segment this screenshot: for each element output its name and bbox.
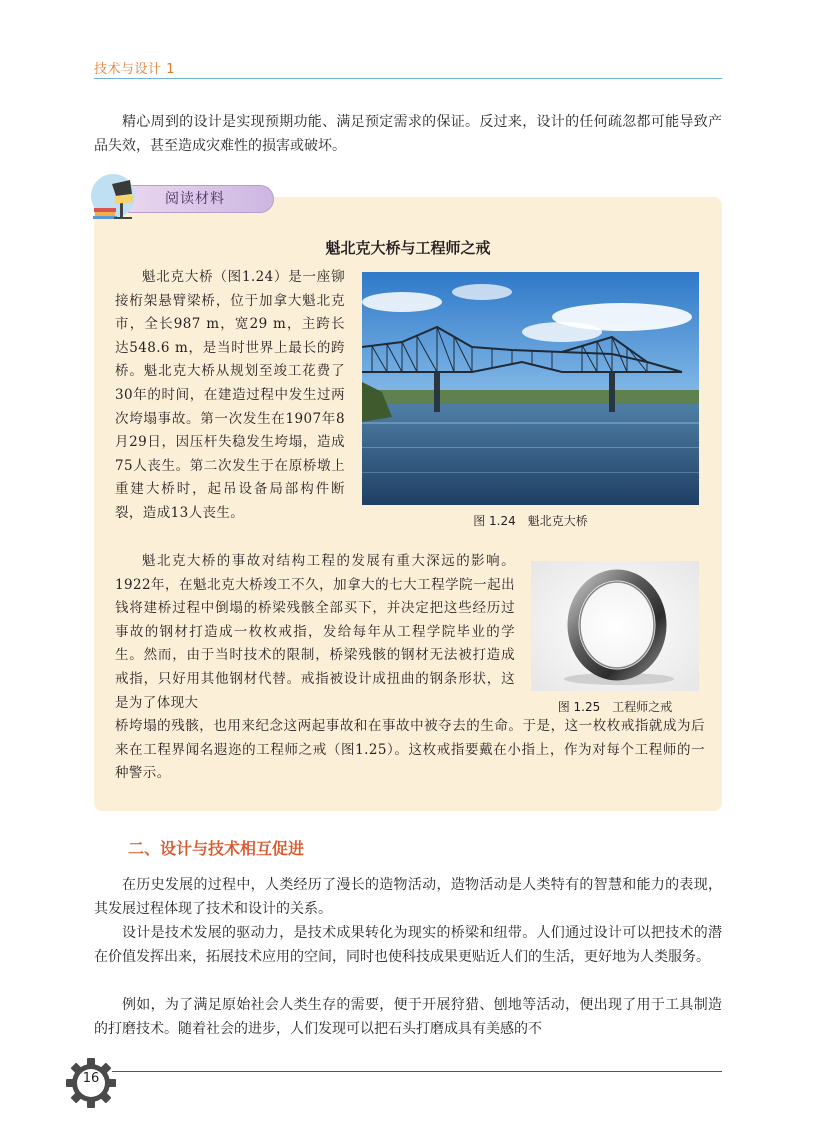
footer-divider — [112, 1071, 722, 1072]
reading-material-label: 阅读材料 — [165, 191, 225, 207]
reading-title: 魁北克大桥与工程师之戒 — [325, 239, 491, 257]
intro-paragraph: 精心周到的设计是实现预期功能、满足预定需求的保证。反过来，设计的任何疏忽都可能导致产品失效，甚至造成灾难性的损害或破坏。 — [94, 114, 722, 154]
ring-caption: 图 1.25 工程师之戒 — [557, 700, 673, 714]
reading-text-3: 桥垮塌的残骸，也用来纪念这两起事故和在事故中被夺去的生命。于是，这一枚枚戒指就成为后来在工程界闻名遐迩的工程师之戒（图1.25）。这枚戒指要戴在小指上，作为对每个工程师的一种警示。 — [115, 718, 705, 782]
header-divider — [94, 78, 722, 79]
bridge-caption: 图 1.24 魁北克大桥 — [473, 514, 588, 528]
section-paragraph-3: 例如，为了满足原始社会人类生存的需要，便于开展狩猎、刨地等活动，便出现了用于工具制造的打磨技术。随着社会的进步，人们发现可以把石头打磨成具有美感的不 — [94, 997, 722, 1037]
section-paragraph-2: 设计是技术发展的驱动力，是技术成果转化为现实的桥梁和纽带。人们通过设计可以把技术的潜在价值发挥出来，拓展技术应用的空间，同时也使科技成果更贴近人们的生活，更好地为人类服务。 — [94, 925, 722, 965]
page-number: 16 — [82, 1071, 100, 1086]
reading-lamp-icon — [86, 172, 142, 220]
reading-text-1: 魁北克大桥（图1.24）是一座铆接桁架悬臂梁桥，位于加拿大魁北克市，全长987 m，宽29 m，主跨长达548.6 m，是当时世界上最长的跨桥。魁北克大桥从规划至竣工花费了30年的时间，在建造过程中发生过两次垮塌事故。第一次发生在1907年8月29日，因压杆失稳发生垮塌，造成75人丧生。第二次发生于在原桥墩上重建大桥时，起吊设备局部构件断裂，造成13人丧生。 — [115, 269, 345, 521]
running-header: 技术与设计 1 — [94, 62, 175, 77]
reading-text-2: 魁北克大桥的事故对结构工程的发展有重大深远的影响。1922年，在魁北克大桥竣工不久，加拿大的七大工程学院一起出钱将建桥过程中倒塌的桥梁残骸全部买下，并决定把这些经历过事故的钢材打造成一枚枚戒指，发给每年从工程学院毕业的学生。然而，由于当时技术的限制，桥梁残骸的钢材无法被打造成戒指，只好用其他钢材代替。戒指被设计成扭曲的钢条形状，这是为了体现大 — [115, 553, 515, 711]
section-heading: 二、设计与技术相互促进 — [128, 839, 305, 858]
section-paragraph-1: 在历史发展的过程中，人类经历了漫长的造物活动，造物活动是人类特有的智慧和能力的表现，其发展过程体现了技术和设计的关系。 — [94, 877, 722, 917]
quebec-bridge-photo — [362, 272, 699, 505]
engineer-ring-photo — [531, 561, 699, 691]
